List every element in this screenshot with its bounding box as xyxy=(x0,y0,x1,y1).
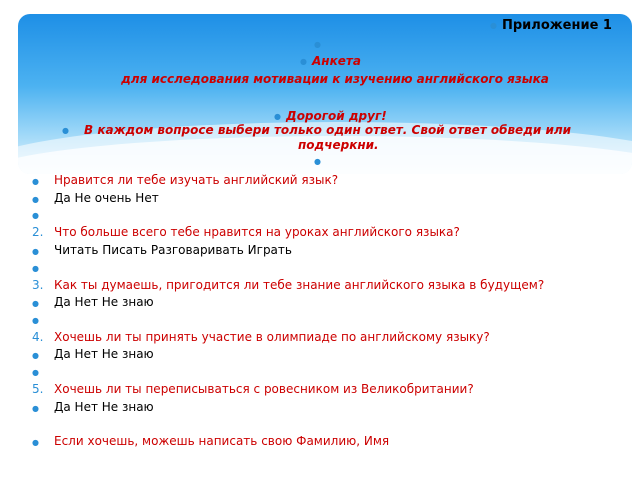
question-text: Нравится ли тебе изучать английский язык? xyxy=(54,173,339,187)
appendix-label: Приложение 1 xyxy=(502,18,612,33)
question-text: Хочешь ли ты переписываться с ровесником из Великобритании? xyxy=(54,382,474,396)
answer-options: Читать Писать Разговаривать Играть xyxy=(54,243,292,257)
answer-options: Да Не очень Нет xyxy=(54,191,159,205)
greeting: Дорогой друг! xyxy=(286,109,387,123)
instruction-line-1: В каждом вопросе выбери только один ответ. Свой ответ обведи или xyxy=(84,123,572,137)
bullet-icon: ● xyxy=(32,177,39,186)
bullet-icon: ● xyxy=(32,211,39,220)
bullet-icon: ● xyxy=(32,368,39,377)
bullet-icon: ● xyxy=(32,316,39,325)
answer-options: Да Нет Не знаю xyxy=(54,400,154,414)
footer-note: Если хочешь, можешь написать свою Фамилию, Имя xyxy=(54,434,390,448)
survey-subtitle: для исследования мотивации к изучению английского языка xyxy=(121,72,549,86)
bullet-icon: ● xyxy=(32,438,39,447)
bullet-icon: ● xyxy=(32,351,39,360)
question-text: Как ты думаешь, пригодится ли тебе знание английского языка в будущем? xyxy=(54,278,545,292)
bullet-icon: ● xyxy=(314,157,321,166)
question-number: 4. xyxy=(32,330,44,344)
question-text: Что больше всего тебе нравится на уроках английского языка? xyxy=(54,225,460,239)
bullet-icon: ● xyxy=(62,126,69,135)
bullet-icon: ● xyxy=(32,264,39,273)
answer-options: Да Нет Не знаю xyxy=(54,295,154,309)
bullet-icon: ● xyxy=(32,404,39,413)
survey-title: Анкета xyxy=(312,54,361,68)
question-text: Хочешь ли ты принять участие в олимпиаде по английскому языку? xyxy=(54,330,490,344)
question-number: 5. xyxy=(32,382,44,396)
bullet-icon: ● xyxy=(32,247,39,256)
bullet-icon: ● xyxy=(32,195,39,204)
bullet-icon: ● xyxy=(490,21,497,30)
bullet-icon: ● xyxy=(300,57,307,66)
answer-options: Да Нет Не знаю xyxy=(54,347,154,361)
question-number: 2. xyxy=(32,225,44,239)
bullet-icon: ● xyxy=(314,40,321,49)
question-number: 3. xyxy=(32,278,44,292)
instruction-line-2: подчеркни. xyxy=(298,138,379,152)
bullet-icon: ● xyxy=(274,112,281,121)
bullet-icon: ● xyxy=(32,299,39,308)
